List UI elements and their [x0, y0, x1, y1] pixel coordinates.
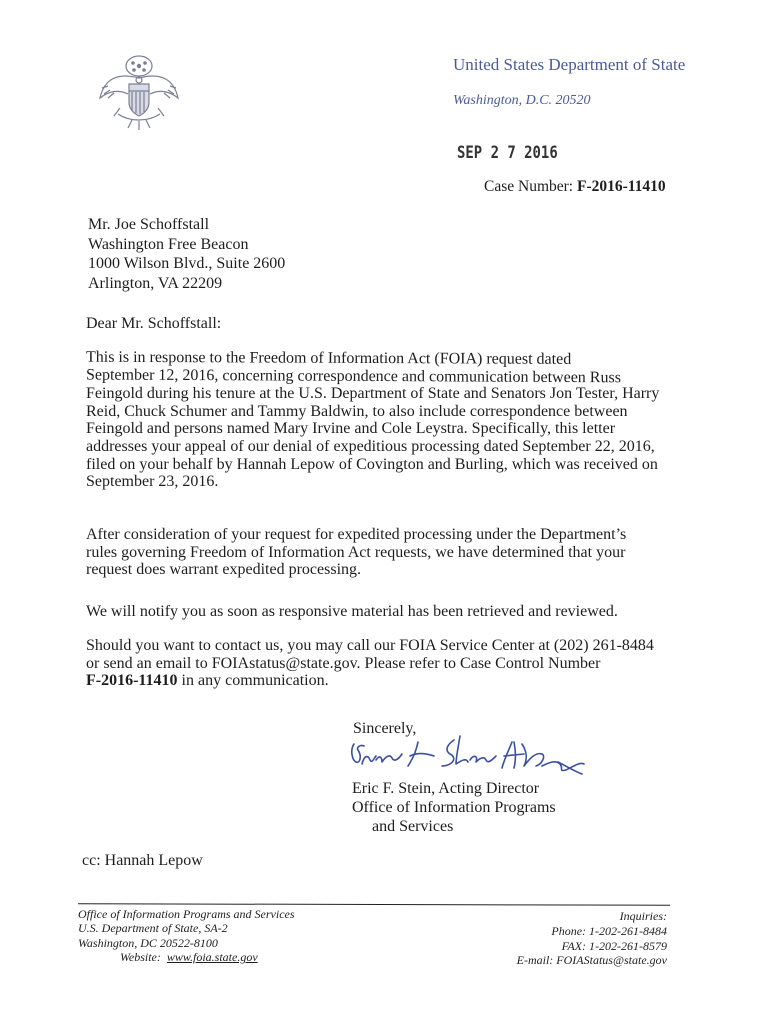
footer-inquiries: [470, 909, 667, 968]
paragraph-line: Feingold and persons named Mary Irvine and Cole Leystra. Specifically, this letter: [86, 420, 616, 438]
paragraph-contact: [86, 637, 654, 690]
department-address: Washington, D.C. 20520: [453, 93, 591, 108]
paragraph-determination: [86, 526, 626, 579]
paragraph-line: Feingold during his tenure at the U.S. Department of State and Senators Jon Tester, Harry: [86, 385, 660, 403]
footer-office-name: Office of Information Programs and Services: [78, 907, 295, 921]
signer-office-line-1: Office of Information Programs: [352, 799, 556, 816]
footer-phone: Phone: 1-202-261-8484: [551, 923, 667, 938]
footer-inquiries-heading: Inquiries:: [619, 909, 667, 923]
case-number-value: F-2016-11410: [576, 178, 666, 195]
department-name: United States Department of State: [453, 55, 686, 74]
paragraph-line: After consideration of your request for expedited processing under the Department’s: [86, 526, 627, 543]
signer-block: [352, 779, 556, 836]
footer-address-line-1: U.S. Department of State, SA-2: [78, 921, 228, 936]
paragraph-line: September 23, 2016.: [86, 473, 219, 491]
case-number-line: [484, 178, 666, 196]
paragraph-line: request does warrant expedited processing.: [86, 561, 362, 579]
footer-address-line-2: Washington, DC 20522-8100: [78, 935, 218, 950]
recipient-city: Arlington, VA 22209: [88, 274, 223, 292]
paragraph-line: Reid, Chuck Schumer and Tammy Baldwin, to also include correspondence between: [86, 402, 628, 420]
paragraph-line: This is in response to the Freedom of Information Act (FOIA) request dated: [85, 348, 572, 368]
paragraph-line: addresses your appeal of our denial of expeditious processing dated September 22, 2016,: [86, 437, 655, 455]
footer-office-address: [78, 907, 295, 965]
paragraph-line: September 12, 2016, concerning correspondence and communication between Russ: [85, 366, 621, 386]
paragraph-line: [86, 672, 654, 690]
valediction: Sincerely,: [353, 720, 417, 737]
recipient-name: Mr. Joe Schoffstall: [88, 216, 210, 233]
paragraph-notification: [86, 603, 618, 621]
paragraph-line: rules governing Freedom of Information Act requests, we have determined that your: [86, 543, 626, 561]
date-stamp: SEP 2 7 2016: [457, 143, 558, 163]
recipient-organization: Washington Free Beacon: [88, 235, 249, 253]
recipient-address-block: [88, 215, 285, 293]
paragraph-line: filed on your behalf by Hannah Lepow of Covington and Burling, which was received on: [86, 455, 658, 473]
footer-divider: [78, 903, 670, 906]
great-seal-eagle-icon: [96, 50, 182, 132]
paragraph-line-tail: in any communication.: [177, 672, 329, 690]
paragraph-line: or send an email to FOIAstatus@state.gov. Please refer to Case Control Number: [86, 654, 601, 672]
signer-name-title: Eric F. Stein, Acting Director: [352, 780, 540, 797]
cc-line: cc: Hannah Lepow: [82, 852, 203, 869]
footer-email[interactable]: E-mail: FOIAStatus@state.gov: [516, 953, 667, 968]
handwritten-signature-icon: [346, 730, 591, 782]
paragraph-line: We will notify you as soon as responsive material has been retrieved and reviewed.: [86, 603, 618, 620]
footer-website-label: Website:: [120, 950, 161, 965]
case-number-label: Case Number:: [484, 178, 574, 195]
footer-fax: FAX: 1-202-261-8579: [561, 938, 667, 953]
signer-office-line-2: and Services: [372, 818, 454, 835]
footer-website-link[interactable]: www.foia.state.gov: [166, 950, 258, 965]
footer-website-line: [78, 950, 295, 964]
case-control-number: F-2016-11410: [86, 672, 178, 690]
paragraph-request-summary: [86, 350, 659, 491]
paragraph-line: Should you want to contact us, you may call our FOIA Service Center at (202) 261-8484: [86, 637, 654, 654]
salutation: Dear Mr. Schoffstall:: [86, 315, 222, 332]
recipient-street: 1000 Wilson Blvd., Suite 2600: [88, 255, 286, 272]
